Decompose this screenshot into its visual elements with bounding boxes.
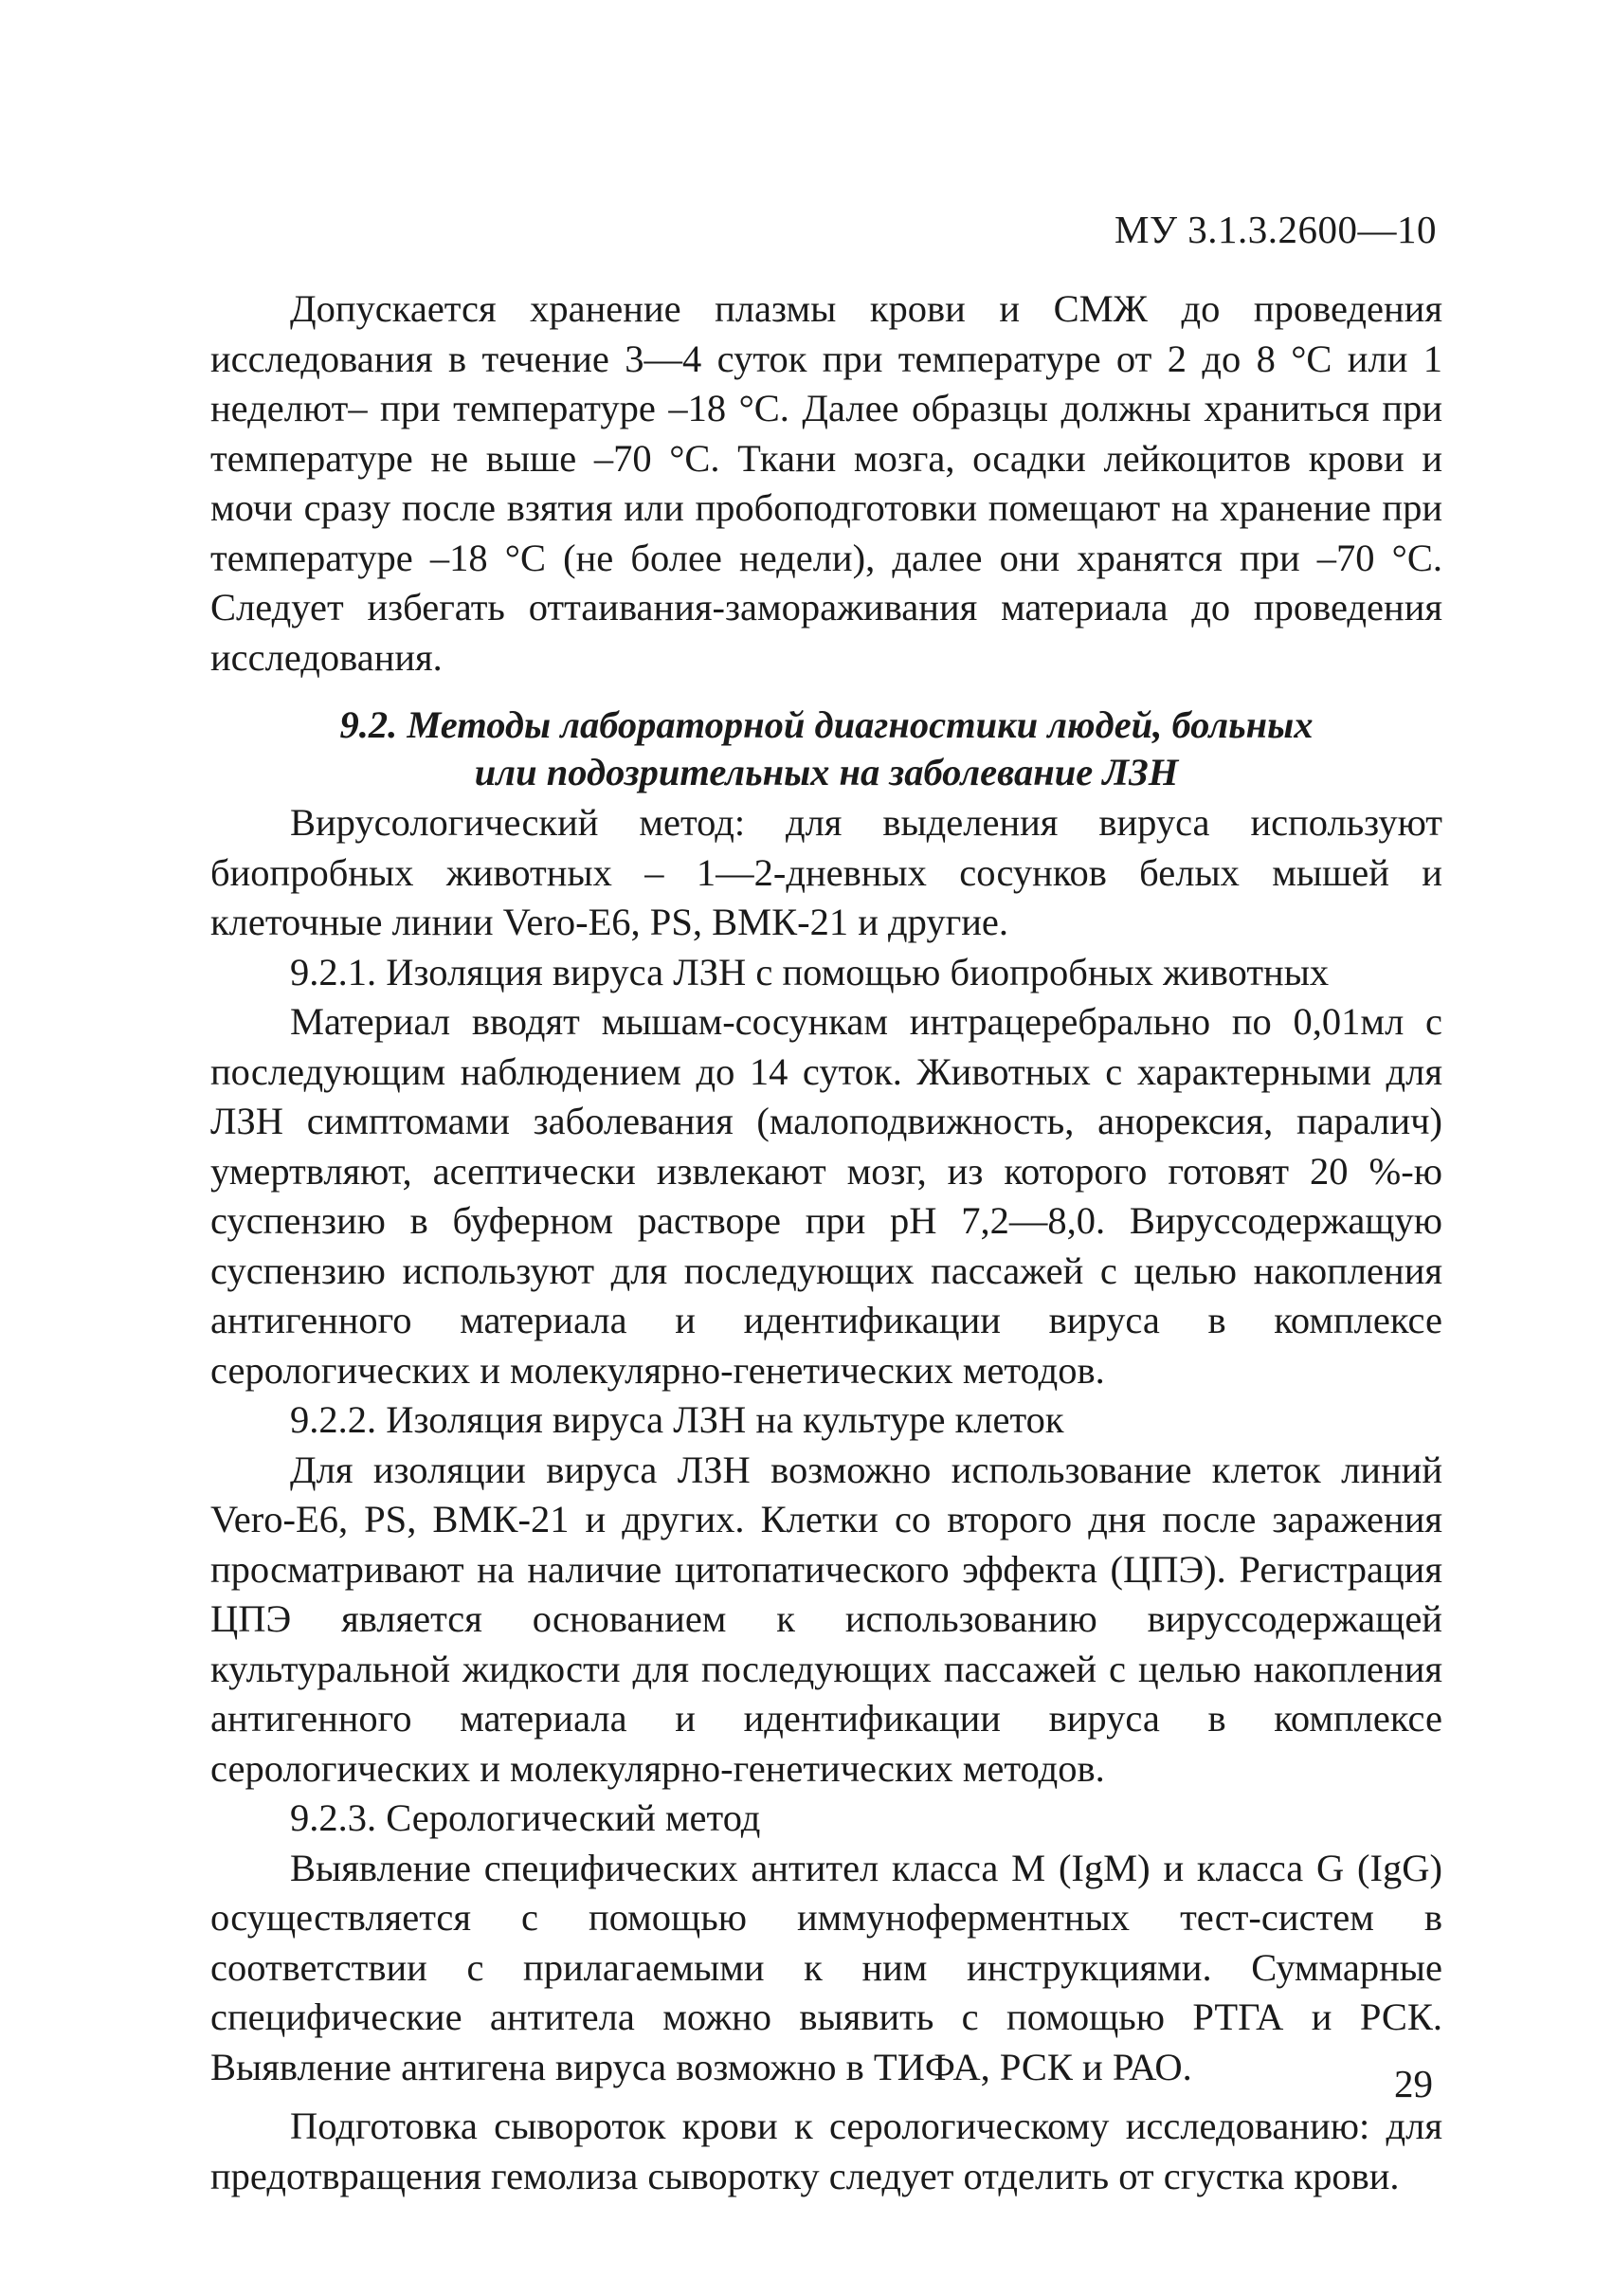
subsection-title-9-2-3: 9.2.3. Серологический метод <box>290 1796 761 1839</box>
section-heading-line-1: 9.2. Методы лабораторной диагностики людей, больных <box>339 703 1314 746</box>
paragraph-virology-method: Вирусологический метод: для выделения вируса используют биопробных животных – 1—2-дневных сосунков белых мышей и клеточные линии Vero-E6, PS, ВМК-21 и другие. <box>210 801 1442 943</box>
paragraph-cell-culture: Для изоляции вируса ЛЗН возможно использование клеток линий Vero-E6, PS, ВМК-21 и других. Клетки со второго дня после заражения просматривают на наличие цитопатического эффекта (ЦПЭ). Регистрация ЦПЭ является основанием к использованию вируссодержащей культуральной жидкости для последующих пассажей с целью накопления антигенного материала и идентификации вируса в комплексе серологических и молекулярно-генетических методов. <box>210 1448 1442 1790</box>
paragraph-bioassay: Материал вводят мышам-сосункам интрацеребрально по 0,01мл с последующим наблюдением до 14 суток. Животных с характерными для ЛЗН симптомами заболевания (малоподвижность, анорексия, паралич) умертвляют, асептически извлекают мозг, из которого готовят 20 %-ю суспензию в буферном растворе при рН 7,2—8,0. Вируссодержащую суспензию используют для последующих пассажей с целью накопления антигенного материала и идентификации вируса в комплексе серологических и молекулярно-генетических методов. <box>210 1000 1442 1392</box>
paragraph-serum-preparation: Подготовка сывороток крови к серологическому исследованию: для предотвращения гемолиза сыворотку следует отделить от сгустка крови. <box>210 2105 1442 2197</box>
body-text <box>210 284 1442 2201</box>
subsection-title-9-2-2: 9.2.2. Изоляция вируса ЛЗН на культуре клеток <box>290 1398 1064 1441</box>
section-heading-line-2: или подозрительных на заболевание ЛЗН <box>474 751 1179 793</box>
section-heading <box>210 702 1442 796</box>
document-code: МУ 3.1.3.2600—10 <box>1115 208 1437 251</box>
page-number: 29 <box>1394 2062 1433 2105</box>
paragraph-storage: Допускается хранение плазмы крови и СМЖ до проведения исследования в течение 3—4 суток при температуре от 2 до 8 °С или 1 неделют– при температуре –18 °С. Далее образцы должны храниться при температуре не выше –70 °С. Ткани мозга, осадки лейкоцитов крови и мочи сразу после взятия или пробоподготовки помещают на хранение при температуре –18 °С (не более недели), далее они хранятся при –70 °С. Следует избегать оттаивания-замораживания материала до проведения исследования. <box>210 287 1442 679</box>
subsection-title-9-2-1: 9.2.1. Изоляция вируса ЛЗН с помощью биопробных животных <box>290 950 1330 993</box>
paragraph-serology: Выявление специфических антител класса М (IgM) и класса G (IgG) осуществляется с помощью иммуноферментных тест-систем в соответствии с прилагаемыми к ним инструкциями. Суммарные специфические антитела можно выявить с помощью РТГА и РСК. Выявление антигена вируса возможно в ТИФА, РСК и РАО. <box>210 1846 1442 2088</box>
